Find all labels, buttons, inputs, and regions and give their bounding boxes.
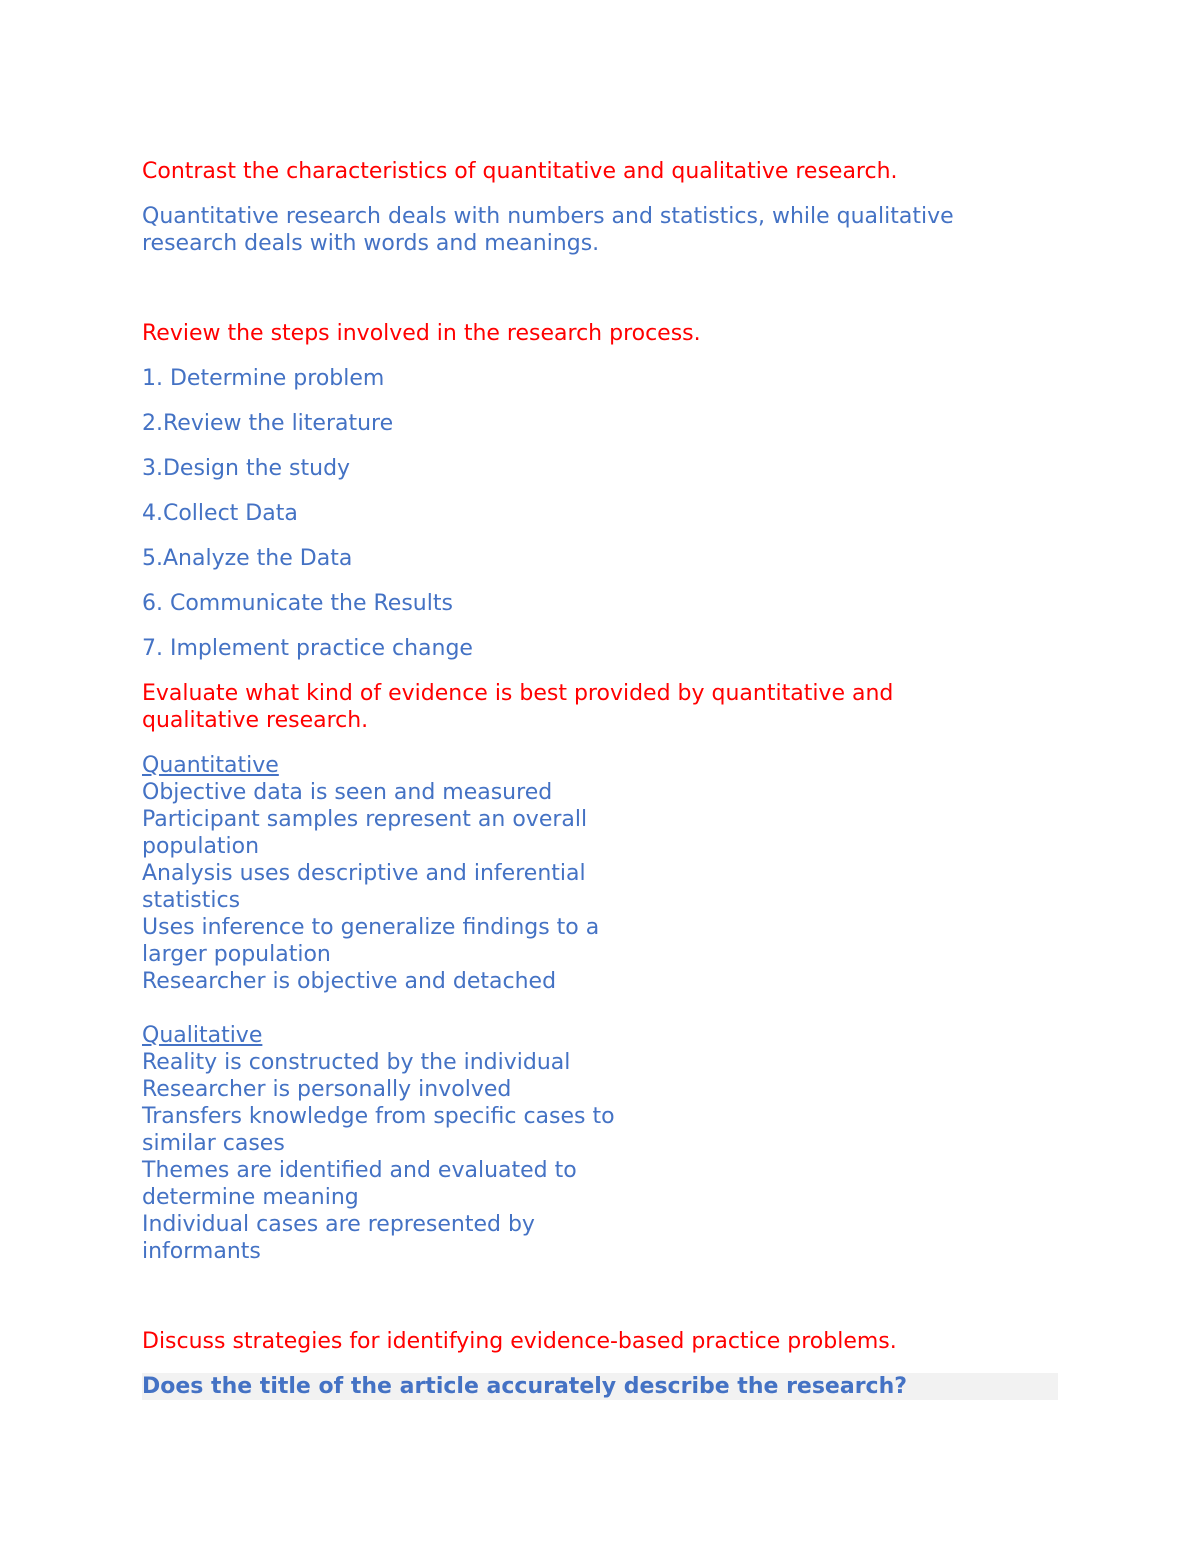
question-ebp-strategies: Discuss strategies for identifying evidence-based practice problems.: [142, 1329, 897, 1354]
step-item: 4.Collect Data: [142, 501, 298, 526]
question-contrast: Contrast the characteristics of quantitative and qualitative research.: [142, 159, 898, 184]
quantitative-line: Participant samples represent an overall population: [142, 807, 588, 859]
qualitative-heading: Qualitative: [142, 1023, 263, 1048]
quantitative-heading: Quantitative: [142, 753, 279, 778]
question-research-steps: Review the steps involved in the research process.: [142, 321, 701, 346]
step-item: 7. Implement practice change: [142, 636, 473, 661]
step-item: 1. Determine problem: [142, 366, 385, 391]
quantitative-line: Researcher is objective and detached: [142, 969, 557, 994]
quantitative-line: Uses inference to generalize findings to a larger population: [142, 915, 600, 967]
qualitative-line: Themes are identified and evaluated to determine meaning: [142, 1158, 577, 1210]
qualitative-line: Individual cases are represented by informants: [142, 1212, 535, 1264]
step-item: 6. Communicate the Results: [142, 591, 453, 616]
quantitative-line: Objective data is seen and measured: [142, 780, 553, 805]
step-item: 5.Analyze the Data: [142, 546, 353, 571]
quantitative-section: [142, 752, 642, 995]
answer-contrast: Quantitative research deals with numbers and statistics, while qualitative research deals with words and meanings.: [142, 204, 954, 256]
qualitative-line: Researcher is personally involved: [142, 1077, 512, 1102]
step-item: 2.Review the literature: [142, 411, 394, 436]
qualitative-section: [142, 1022, 642, 1265]
question-evidence: Evaluate what kind of evidence is best provided by quantitative and qualitative research.: [142, 681, 894, 733]
step-item: 3.Design the study: [142, 456, 351, 481]
quantitative-line: Analysis uses descriptive and inferential statistics: [142, 861, 586, 913]
document-page: [142, 158, 1062, 1400]
qualitative-line: Reality is constructed by the individual: [142, 1050, 571, 1075]
qualitative-line: Transfers knowledge from specific cases to similar cases: [142, 1104, 615, 1156]
question-article-title: Does the title of the article accurately describe the research?: [142, 1373, 1058, 1400]
